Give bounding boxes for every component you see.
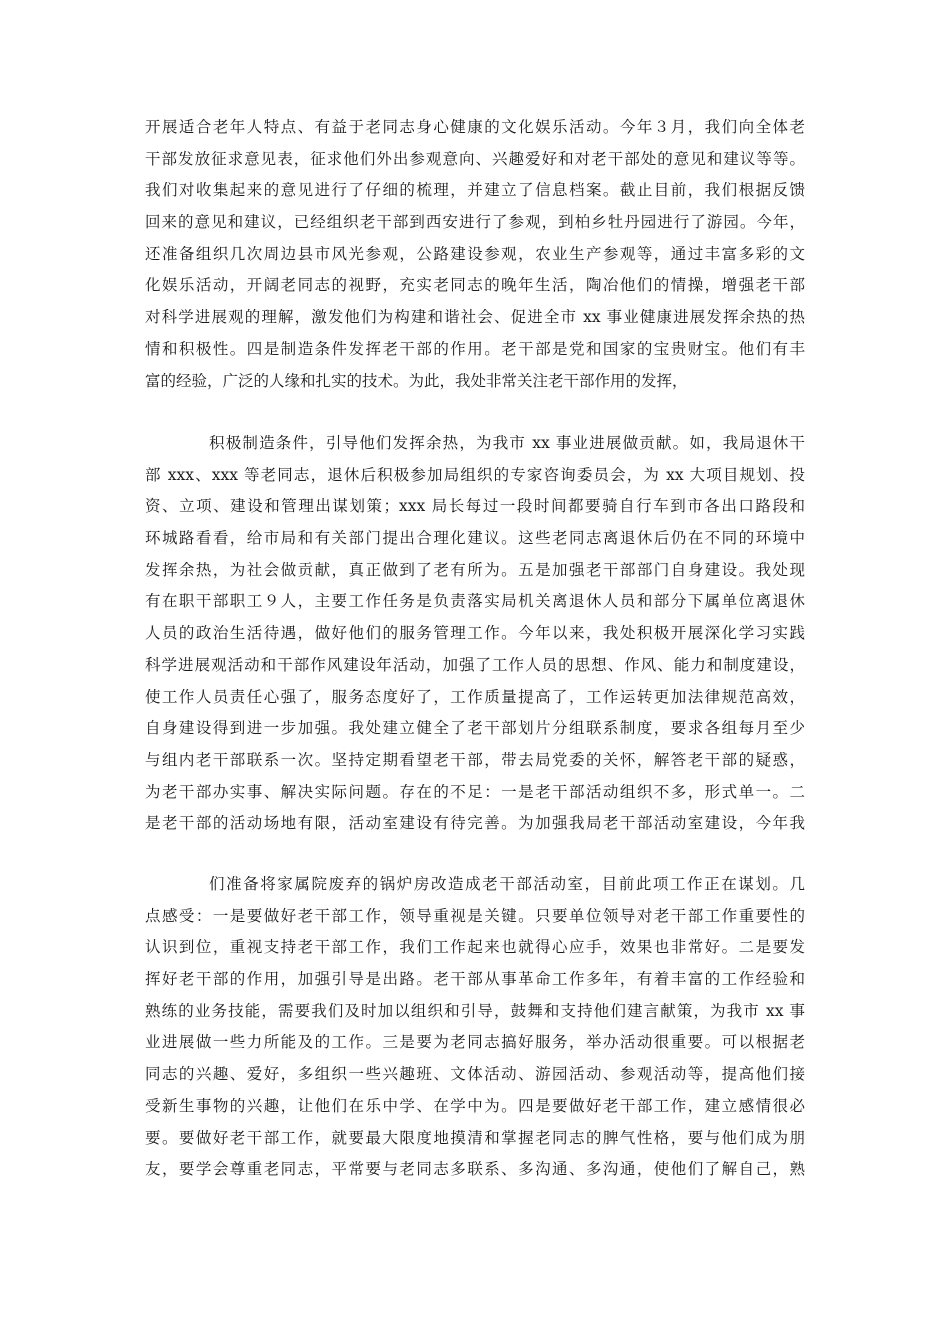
text-line: 认识到位，重视支持老干部工作，我们工作起来也就得心应手，效果也非常好。二是要发 (145, 938, 805, 957)
text-line: 有在职干部职工９人，主要工作任务是负责落实局机关离退休人员和部分下属单位离退休 (145, 592, 805, 611)
paragraph-3 (145, 869, 805, 1186)
text-line: 回来的意见和建议，已经组织老干部到西安进行了参观，到柏乡牡丹园进行了游园。今年， (145, 213, 805, 232)
text-line: 科学进展观活动和干部作风建设年活动，加强了工作人员的思想、作风、能力和制度建设， (145, 655, 805, 674)
text-line: 是老干部的活动场地有限，活动室建设有待完善。为加强我局老干部活动室建设，今年我 (145, 814, 805, 833)
text-line: 业进展做一些力所能及的工作。三是要为老同志搞好服务，举办活动很重要。可以根据老 (145, 1033, 805, 1052)
text-line: 挥好老干部的作用，加强引导是出路。老干部从事革命工作多年，有着丰富的工作经验和 (145, 970, 805, 989)
text-line: 使工作人员责任心强了，服务态度好了，工作质量提高了，工作运转更加法律规范高效， (145, 687, 805, 706)
text-line: 开展适合老年人特点、有益于老同志身心健康的文化娱乐活动。今年３月，我们向全体老 (145, 118, 805, 136)
text-line: 自身建设得到进一步加强。我处建立健全了老干部划片分组联系制度，要求各组每月至少 (145, 719, 805, 738)
text-line: 们准备将家属院废弃的锅炉房改造成老干部活动室，目前此项工作正在谋划。几 (209, 875, 805, 893)
text-line: 还准备组织几次周边县市风光参观，公路建设参观，农业生产参观等，通过丰富多彩的文 (145, 244, 805, 263)
text-line: 我们对收集起来的意见进行了仔细的梳理，并建立了信息档案。截止目前，我们根据反馈 (145, 181, 805, 200)
text-line: 资、立项、建设和管理出谋划策；xxx 局长每过一段时间都要骑自行车到市各出口路段和 (145, 497, 805, 516)
paragraph-1 (145, 112, 805, 397)
text-line: 熟练的业务技能，需要我们及时加以组织和引导，鼓舞和支持他们建言献策，为我市 xx 事 (145, 1001, 805, 1020)
text-line: 环城路看看，给市局和有关部门提出合理化建议。这些老同志离退休后仍在不同的环境中 (145, 529, 805, 548)
text-line: 要。要做好老干部工作，就要最大限度地摸清和掌握老同志的脾气性格，要与他们成为朋 (145, 1128, 805, 1147)
text-line: 部 xxx、xxx 等老同志，退休后积极参加局组织的专家咨询委员会，为 xx 大项目规划、投 (145, 465, 805, 484)
text-line: 情和积极性。四是制造条件发挥老干部的作用。老干部是党和国家的宝贵财宝。他们有丰 (145, 339, 805, 358)
text-line: 积极制造条件，引导他们发挥余热，为我市 xx 事业进展做贡献。如，我局退休干 (209, 434, 805, 452)
paragraph-2 (145, 428, 805, 840)
text-line: 化娱乐活动，开阔老同志的视野，充实老同志的晚年生活，陶冶他们的情操，增强老干部 (145, 276, 805, 295)
text-line: 受新生事物的兴趣，让他们在乐中学、在学中为。四是要做好老干部工作，建立感情很必 (145, 1096, 805, 1115)
text-line: 同志的兴趣、爱好，多组织一些兴趣班、文体活动、游园活动、参观活动等，提高他们接 (145, 1065, 805, 1084)
text-line: 对科学进展观的理解，激发他们为构建和谐社会、促进全市 xx 事业健康进展发挥余热的热 (145, 308, 805, 327)
text-line: 点感受：一是要做好老干部工作，领导重视是关键。只要单位领导对老干部工作重要性的 (145, 906, 805, 925)
text-line: 发挥余热，为社会做贡献，真正做到了老有所为。五是加强老干部部门自身建设。我处现 (145, 560, 805, 579)
text-line: 与组内老干部联系一次。坚持定期看望老干部，带去局党委的关怀，解答老干部的疑惑， (145, 750, 805, 769)
text-line: 富的经验，广泛的人缘和扎实的技术。为此，我处非常关注老干部作用的发挥， (145, 371, 688, 390)
text-line: 为老干部办实事、解决实际问题。存在的不足：一是老干部活动组织不多，形式单一。二 (145, 782, 805, 801)
text-line: 人员的政治生活待遇，做好他们的服务管理工作。今年以来，我处积极开展深化学习实践 (145, 624, 805, 643)
text-line: 友，要学会尊重老同志，平常要与老同志多联系、多沟通、多沟通，使他们了解自己，熟 (145, 1160, 805, 1179)
text-line: 干部发放征求意见表，征求他们外出参观意向、兴趣爱好和对老干部处的意见和建议等等。 (145, 149, 805, 168)
